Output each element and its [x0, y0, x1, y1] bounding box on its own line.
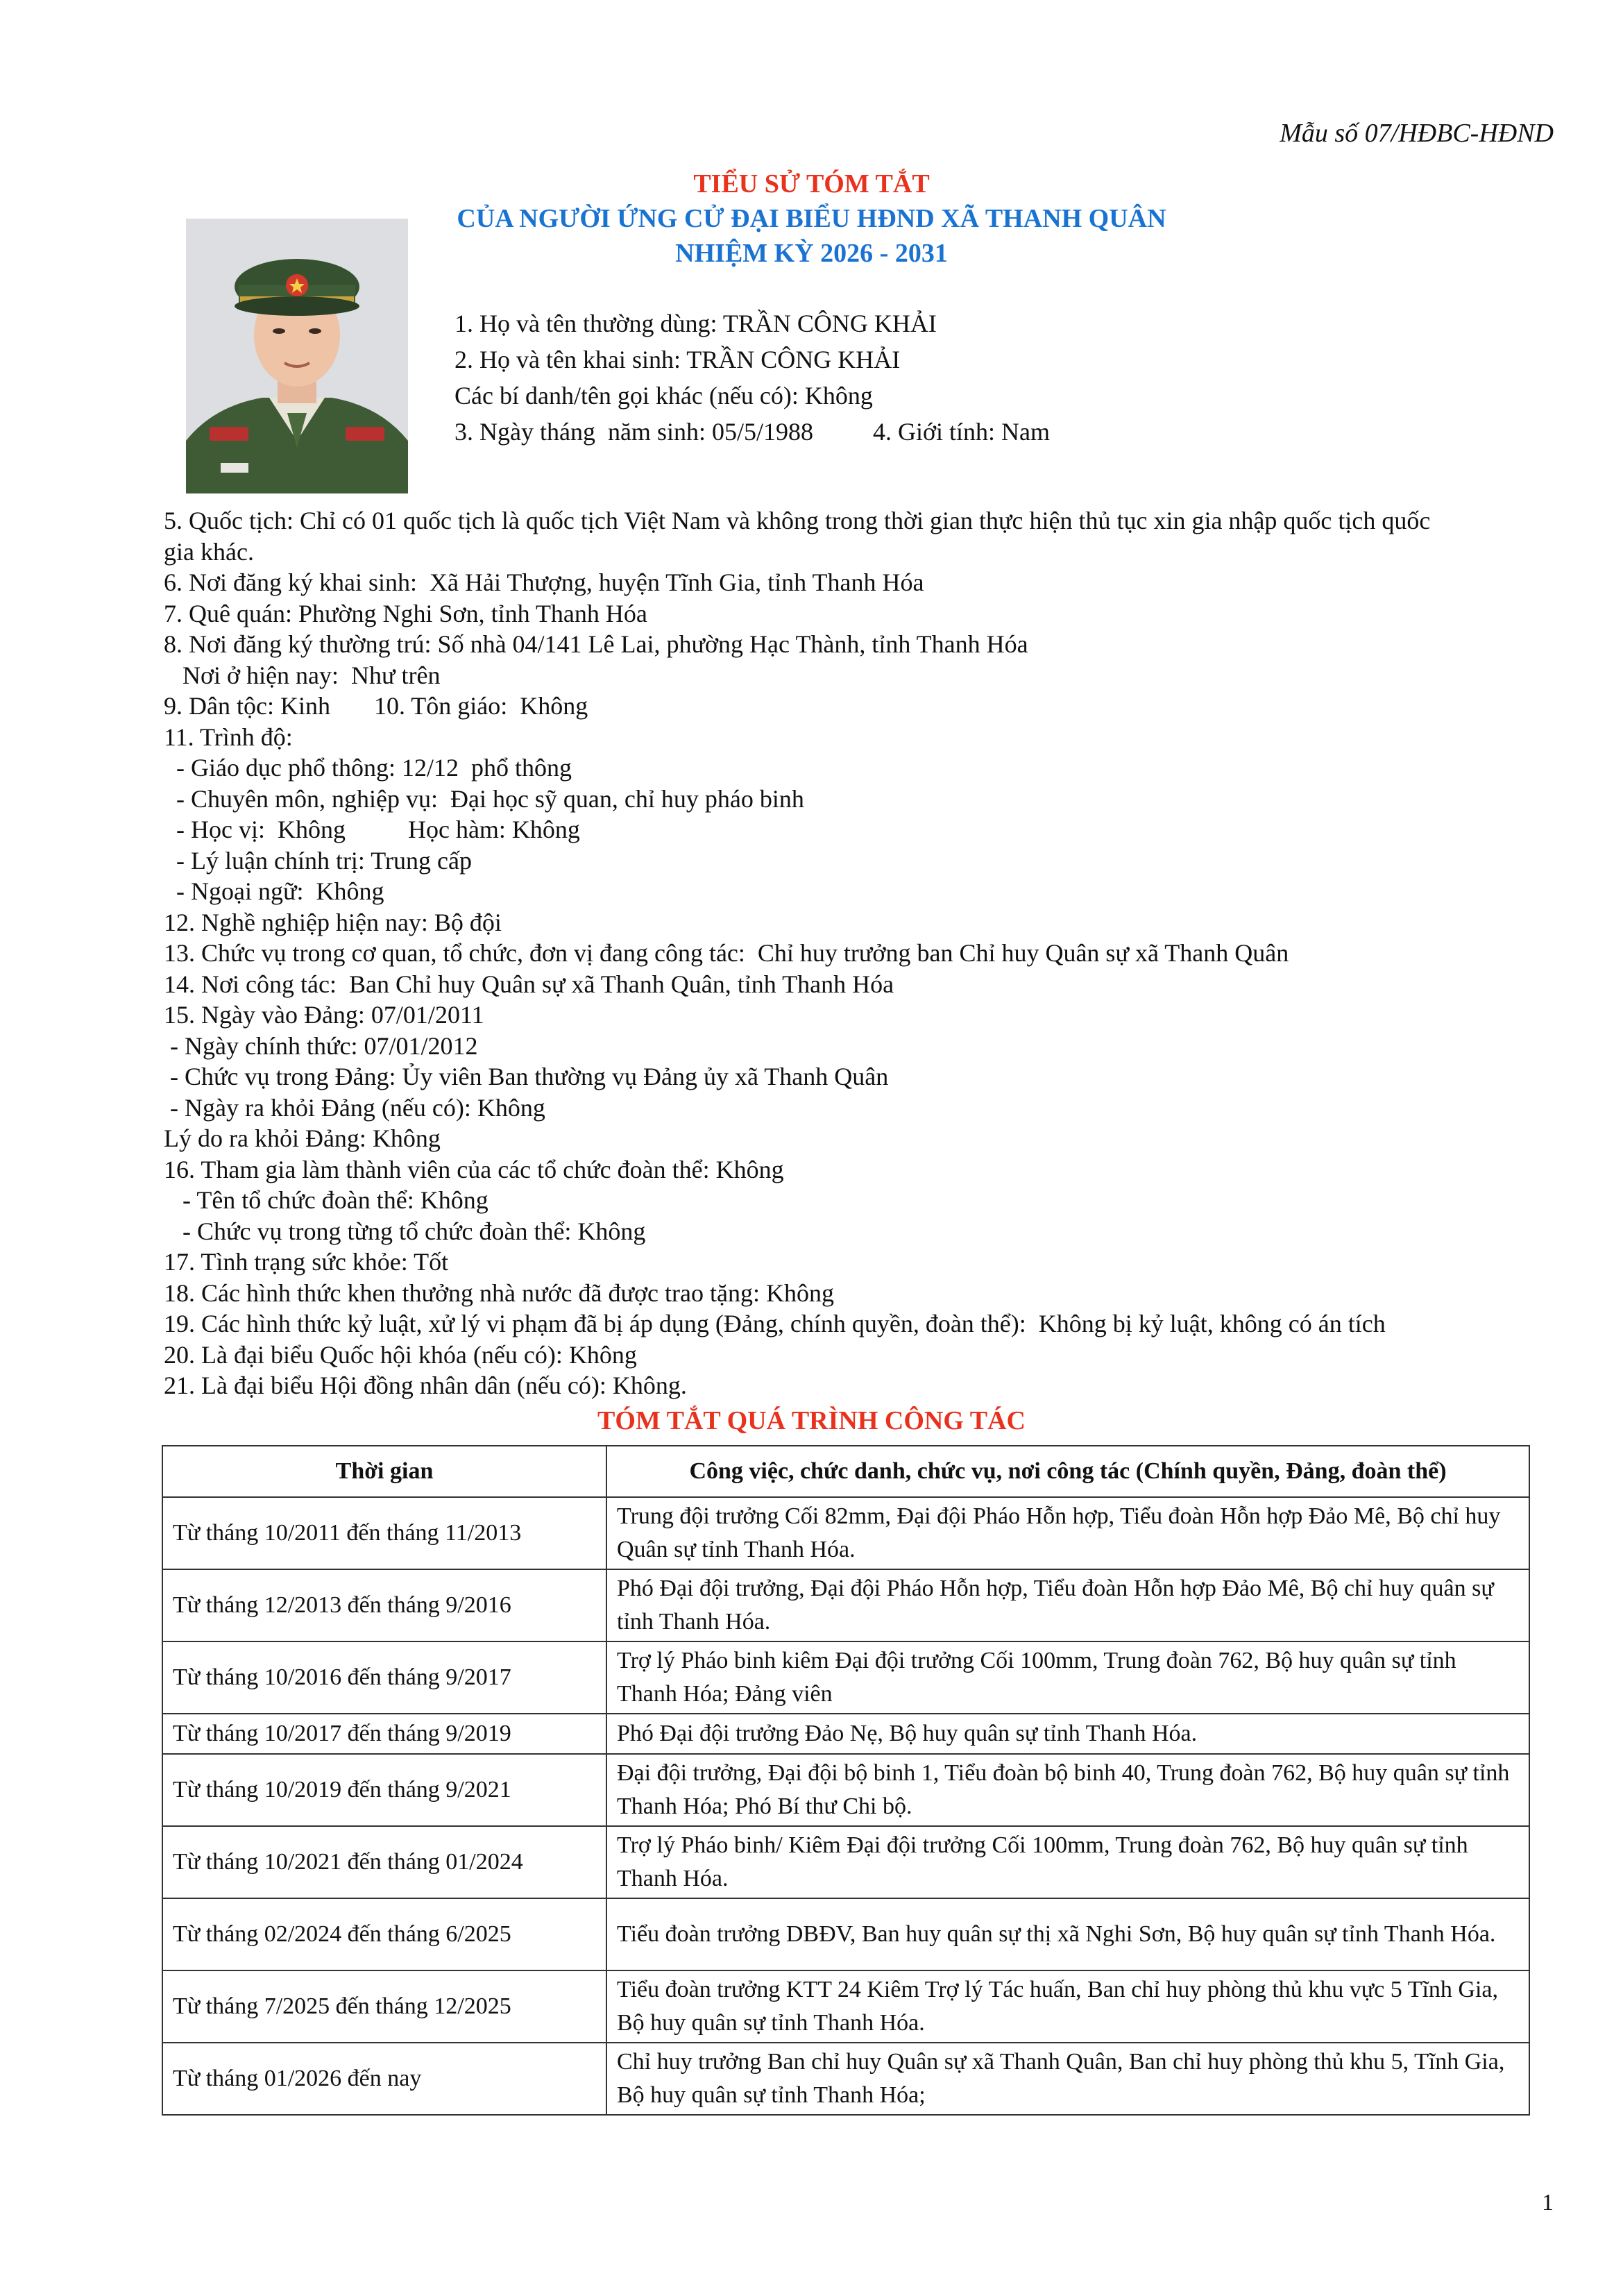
discipline: 19. Các hình thức kỷ luật, xử lý vi phạm đã bị áp dụng (Đảng, chính quyền, đoàn thể): Không bị kỷ luật, không có án tích — [164, 1310, 1386, 1337]
table-row — [162, 1497, 1529, 1569]
row-position: Trợ lý Pháo binh kiêm Đại đội trưởng Cối 100mm, Trung đoàn 762, Bộ huy quân sự tỉnh Thanh Hóa; Đảng viên — [606, 1641, 1529, 1714]
row-time: Từ tháng 10/2011 đến tháng 11/2013 — [162, 1497, 606, 1569]
row-time: Từ tháng 02/2024 đến tháng 6/2025 — [162, 1898, 606, 1970]
personal-header-info — [454, 305, 1050, 450]
row-position: Phó Đại đội trưởng Đảo Nẹ, Bộ huy quân sự tỉnh Thanh Hóa. — [606, 1714, 1529, 1754]
birth-registration: 6. Nơi đăng ký khai sinh: Xã Hải Thượng, huyện Tĩnh Gia, tỉnh Thanh Hóa — [164, 568, 924, 596]
header-position: Công việc, chức danh, chức vụ, nơi công tác (Chính quyền, Đảng, đoàn thể) — [606, 1446, 1529, 1497]
position: 13. Chức vụ trong cơ quan, tổ chức, đơn vị đang công tác: Chỉ huy trưởng ban Chỉ huy Quân sự xã Thanh Quân — [164, 939, 1289, 967]
occupation: 12. Nghề nghiệp hiện nay: Bộ đội — [164, 908, 502, 936]
row-time: Từ tháng 7/2025 đến tháng 12/2025 — [162, 1970, 606, 2043]
table-row — [162, 1898, 1529, 1970]
table-row — [162, 1714, 1529, 1754]
row-position: Trung đội trưởng Cối 82mm, Đại đội Pháo Hỗn hợp, Tiểu đoàn Hỗn hợp Đảo Mê, Bộ chỉ huy Quân sự tỉnh Thanh Hóa. — [606, 1497, 1529, 1569]
row-position: Chỉ huy trưởng Ban chỉ huy Quân sự xã Thanh Quân, Ban chỉ huy phòng thủ khu 5, Tĩnh Gia, Bộ huy quân sự tỉnh Thanh Hóa; — [606, 2043, 1529, 2115]
current-residence: Nơi ở hiện nay: Như trên — [164, 661, 441, 689]
row-position: Đại đội trưởng, Đại đội bộ binh 1, Tiểu đoàn bộ binh 40, Trung đoàn 762, Bộ huy quân sự tỉnh Thanh Hóa; Phó Bí thư Chi bộ. — [606, 1754, 1529, 1826]
row-time: Từ tháng 10/2021 đến tháng 01/2024 — [162, 1826, 606, 1898]
work-history-table — [162, 1445, 1530, 2116]
aliases: Các bí danh/tên gọi khác (nếu có): Không — [454, 382, 873, 410]
political-theory: - Lý luận chính trị: Trung cấp — [164, 846, 472, 875]
row-position: Phó Đại đội trưởng, Đại đội Pháo Hỗn hợp, Tiểu đoàn Hỗn hợp Đảo Mê, Bộ chỉ huy quân sự tỉnh Thanh Hóa. — [606, 1569, 1529, 1641]
party-position: - Chức vụ trong Đảng: Ủy viên Ban thường vụ Đảng ủy xã Thanh Quân — [164, 1063, 889, 1090]
form-number: Mẫu số 07/HĐBC-HĐND — [1280, 119, 1554, 148]
title-line-1: TIỂU SỬ TÓM TẮT — [693, 169, 930, 199]
organization-name: - Tên tổ chức đoàn thể: Không — [164, 1186, 488, 1214]
nationality-cont: gia khác. — [164, 537, 254, 566]
title-line-2: CỦA NGƯỜI ỨNG CỬ ĐẠI BIỂU HĐND XÃ THANH QUÂN — [457, 204, 1166, 233]
row-time: Từ tháng 10/2019 đến tháng 9/2021 — [162, 1754, 606, 1826]
ethnicity-religion: 9. Dân tộc: Kinh 10. Tôn giáo: Không — [164, 692, 588, 720]
table-row — [162, 1569, 1529, 1641]
peoples-council: 21. Là đại biểu Hội đồng nhân dân (nếu có): Không. — [164, 1371, 687, 1399]
portrait-illustration — [186, 219, 408, 493]
organization-role: - Chức vụ trong từng tổ chức đoàn thể: Không — [164, 1217, 646, 1245]
row-time: Từ tháng 12/2013 đến tháng 9/2016 — [162, 1569, 606, 1641]
row-position: Tiểu đoàn trưởng DBĐV, Ban huy quân sự thị xã Nghi Sơn, Bộ huy quân sự tỉnh Thanh Hóa. — [606, 1898, 1529, 1970]
common-name: 1. Họ và tên thường dùng: TRẦN CÔNG KHẢI — [454, 310, 937, 337]
national-assembly: 20. Là đại biểu Quốc hội khóa (nếu có): Không — [164, 1340, 637, 1369]
work-history-title: TÓM TẮT QUÁ TRÌNH CÔNG TÁC — [597, 1406, 1026, 1435]
portrait-photo — [186, 219, 408, 493]
birth-date: 3. Ngày tháng năm sinh: 05/5/1988 — [454, 418, 813, 446]
personal-details — [164, 505, 1538, 1401]
row-position: Trợ lý Pháo binh/ Kiêm Đại đội trưởng Cối 100mm, Trung đoàn 762, Bộ huy quân sự tỉnh Thanh Hóa. — [606, 1826, 1529, 1898]
title-line-3: NHIỆM KỲ 2026 - 2031 — [675, 239, 948, 268]
row-time: Từ tháng 01/2026 đến nay — [162, 2043, 606, 2115]
general-education: - Giáo dục phổ thông: 12/12 phổ thông — [164, 754, 572, 782]
party-leave-date: - Ngày ra khỏi Đảng (nếu có): Không — [164, 1093, 545, 1122]
party-leave-reason: Lý do ra khỏi Đảng: Không — [164, 1124, 441, 1152]
nationality: 5. Quốc tịch: Chỉ có 01 quốc tịch là quốc tịch Việt Nam và không trong thời gian thực hiện thủ tục xin gia nhập quốc tịch quốc — [164, 507, 1431, 534]
row-time: Từ tháng 10/2017 đến tháng 9/2019 — [162, 1714, 606, 1754]
foreign-language: - Ngoại ngữ: Không — [164, 877, 384, 905]
health: 17. Tình trạng sức khỏe: Tốt — [164, 1248, 449, 1276]
table-row — [162, 1826, 1529, 1898]
row-time: Từ tháng 10/2016 đến tháng 9/2017 — [162, 1641, 606, 1714]
party-official-date: - Ngày chính thức: 07/01/2012 — [164, 1031, 478, 1060]
birth-name: 2. Họ và tên khai sinh: TRẦN CÔNG KHẢI — [454, 346, 901, 373]
permanent-residence: 8. Nơi đăng ký thường trú: Số nhà 04/141 Lê Lai, phường Hạc Thành, tỉnh Thanh Hóa — [164, 630, 1028, 658]
header-time: Thời gian — [162, 1446, 606, 1497]
gender: 4. Giới tính: Nam — [872, 418, 1050, 446]
degree-title: - Học vị: Không Học hàm: Không — [164, 816, 580, 843]
education-heading: 11. Trình độ: — [164, 723, 293, 751]
hometown: 7. Quê quán: Phường Nghi Sơn, tỉnh Thanh Hóa — [164, 599, 647, 627]
specialization: - Chuyên môn, nghiệp vụ: Đại học sỹ quan, chỉ huy pháo binh — [164, 784, 804, 813]
table-row — [162, 1641, 1529, 1714]
row-position: Tiểu đoàn trưởng KTT 24 Kiêm Trợ lý Tác huấn, Ban chỉ huy phòng thủ khu vực 5 Tĩnh Gia, Bộ huy quân sự tỉnh Thanh Hóa. — [606, 1970, 1529, 2043]
table-header-row — [162, 1446, 1529, 1497]
table-row — [162, 1970, 1529, 2043]
page-number: 1 — [1542, 2190, 1554, 2215]
table-row — [162, 2043, 1529, 2115]
party-join-date: 15. Ngày vào Đảng: 07/01/2011 — [164, 1001, 484, 1029]
table-row — [162, 1754, 1529, 1826]
birth-and-gender — [454, 414, 1050, 450]
organizations: 16. Tham gia làm thành viên của các tổ chức đoàn thể: Không — [164, 1155, 784, 1183]
workplace: 14. Nơi công tác: Ban Chỉ huy Quân sự xã Thanh Quân, tỉnh Thanh Hóa — [164, 970, 894, 998]
awards: 18. Các hình thức khen thưởng nhà nước đã được trao tặng: Không — [164, 1278, 834, 1307]
